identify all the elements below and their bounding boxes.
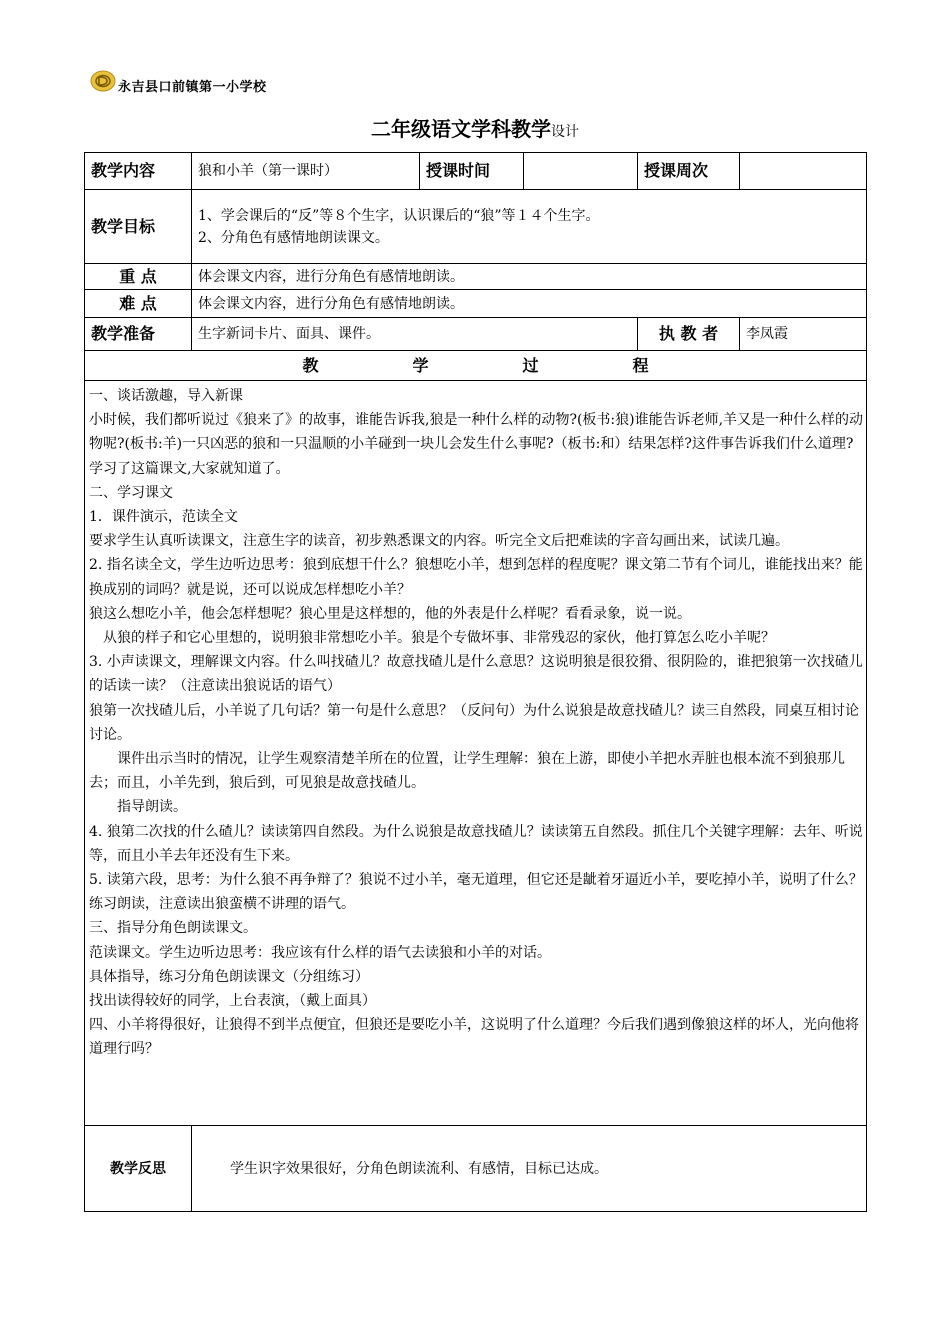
process-heading-char-4: 程	[632, 355, 649, 375]
process-heading-char-3: 过	[522, 355, 539, 375]
school-name: 永吉县口前镇第一小学校	[118, 79, 267, 95]
process-heading	[85, 351, 867, 381]
process-paragraph: 具体指导，练习分角色朗读课文（分组练习）	[89, 968, 369, 985]
key-row	[85, 264, 867, 290]
reflection-text: 学生识字效果很好，分角色朗读流利、有感情，目标已达成。	[192, 1126, 867, 1212]
process-paragraph: 三、指导分角色朗读课文。	[89, 920, 257, 937]
process-paragraph: 狼第一次找碴儿后，小羊说了几句话？第一句是什么意思？（反问句）为什么说狼是故意找碴儿？读三自然段，同桌互相讨论讨论。	[89, 702, 859, 743]
process-paragraph: 5. 读第六段，思考：为什么狼不再争辩了？狼说不过小羊，毫无道理，但它还是龇着牙逼近小羊，要吃掉小羊，说明了什么？练习朗读，注意读出狼蛮横不讲理的语气。	[89, 872, 863, 913]
process-paragraph: 四、小羊将得很好，让狼得不到半点便宜，但狼还是要吃小羊，这说明了什么道理？今后我们遇到像狼这样的坏人，光向他将道理行吗？	[89, 1017, 859, 1058]
goal-line-1: 1、学会课后的“反”等８个生字，认识课后的“狼”等１４个生字。	[198, 207, 600, 224]
content-value: 狼和小羊（第一课时）	[192, 153, 420, 190]
difficulty-label: 难 点	[85, 290, 192, 318]
process-paragraph: 二、学习课文	[89, 484, 173, 501]
content-label: 教学内容	[85, 153, 192, 190]
goal-row	[85, 190, 867, 264]
goal-value	[192, 190, 867, 264]
process-paragraph: 一、谈话激趣，导入新课	[89, 388, 243, 404]
prep-value: 生字新词卡片、面具、课件。	[192, 318, 638, 351]
process-paragraph: 指导朗读。	[117, 799, 187, 816]
time-label: 授课时间	[420, 153, 524, 190]
process-heading-row	[85, 351, 867, 381]
week-label: 授课周次	[638, 153, 740, 190]
process-heading-char-1: 教	[302, 355, 319, 375]
prep-label: 教学准备	[85, 318, 192, 351]
school-logo-icon	[90, 68, 116, 94]
title-suffix: 设计	[551, 124, 579, 140]
key-value: 体会课文内容，进行分角色有感情地朗读。	[192, 264, 867, 290]
time-value	[524, 153, 638, 190]
process-paragraph: 1．课件演示，范读全文	[89, 509, 238, 526]
process-paragraph: 要求学生认真听读课文，注意生字的读音，初步熟悉课文的内容。听完全文后把难读的字音勾画出来，试读几遍。	[89, 533, 789, 550]
lesson-plan-table	[84, 152, 867, 1212]
difficulty-row	[85, 290, 867, 318]
prep-row	[85, 318, 867, 351]
content-row	[85, 153, 867, 190]
goal-label: 教学目标	[85, 190, 192, 264]
process-paragraph: 课件出示当时的情况，让学生观察清楚羊所在的位置，让学生理解：狼在上游，即使小羊把水弄脏也根本流不到狼那儿去；而且，小羊先到，狼后到，可见狼是故意找碴儿。	[89, 751, 845, 792]
process-paragraph: 2. 指名读全文，学生边听边思考：狼到底想干什么？狼想吃小羊，想到怎样的程度呢？课文第二节有个词儿，谁能找出来？能换成别的词吗？就是说，还可以说成怎样想吃小羊？	[89, 557, 863, 598]
process-paragraph: 小时候，我们都听说过《狼来了》的故事，谁能告诉我,狼是一种什么样的动物?(板书:狼)谁能告诉老师,羊又是一种什么样的动物呢?(板书:羊)一只凶恶的狼和一只温顺的小羊碰到一块儿会发生什么事呢?（板书:和）结果怎样?这件事告诉我们什么道理?学习了这篇课文,大家就知道了。	[89, 412, 864, 477]
process-paragraph: 4. 狼第二次找的什么碴儿？读读第四自然段。为什么说狼是故意找碴儿？读读第五自然段。抓住几个关键字理解：去年、听说等，而且小羊去年还没有生下来。	[89, 823, 863, 864]
title-main: 二年级语文学科教学	[371, 117, 551, 141]
process-paragraph: 找出读得较好的同学，上台表演，（戴上面具）	[89, 993, 376, 1010]
difficulty-value: 体会课文内容，进行分角色有感情地朗读。	[192, 290, 867, 318]
school-header	[90, 66, 267, 96]
process-heading-char-2: 学	[412, 355, 429, 375]
key-label: 重 点	[85, 264, 192, 290]
teacher-value: 李凤霞	[740, 318, 867, 351]
goal-line-2: 2、分角色有感情地朗读课文。	[198, 229, 389, 246]
process-paragraph: 范读课文。学生边听边思考：我应该有什么样的语气去读狼和小羊的对话。	[89, 944, 551, 961]
process-paragraph: 狼这么想吃小羊，他会怎样想呢？狼心里是这样想的，他的外表是什么样呢？看看录象，说一说。	[89, 605, 691, 622]
week-value	[740, 153, 867, 190]
page-title	[0, 113, 950, 142]
process-body	[85, 381, 867, 1126]
process-paragraph: 从狼的样子和它心里想的，说明狼非常想吃小羊。狼是个专做坏事、非常残忍的家伙，他打算怎么吃小羊呢？	[103, 630, 775, 647]
process-body-row	[85, 381, 867, 1126]
reflection-row	[85, 1126, 867, 1212]
reflection-label: 教学反思	[85, 1126, 192, 1212]
process-paragraph: 3. 小声读课文，理解课文内容。什么叫找碴儿？故意找碴儿是什么意思？这说明狼是很狡猾、很阴险的，谁把狼第一次找碴儿的话读一读？（注意读出狼说话的语气）	[89, 654, 863, 695]
teacher-label: 执 教 者	[638, 318, 740, 351]
